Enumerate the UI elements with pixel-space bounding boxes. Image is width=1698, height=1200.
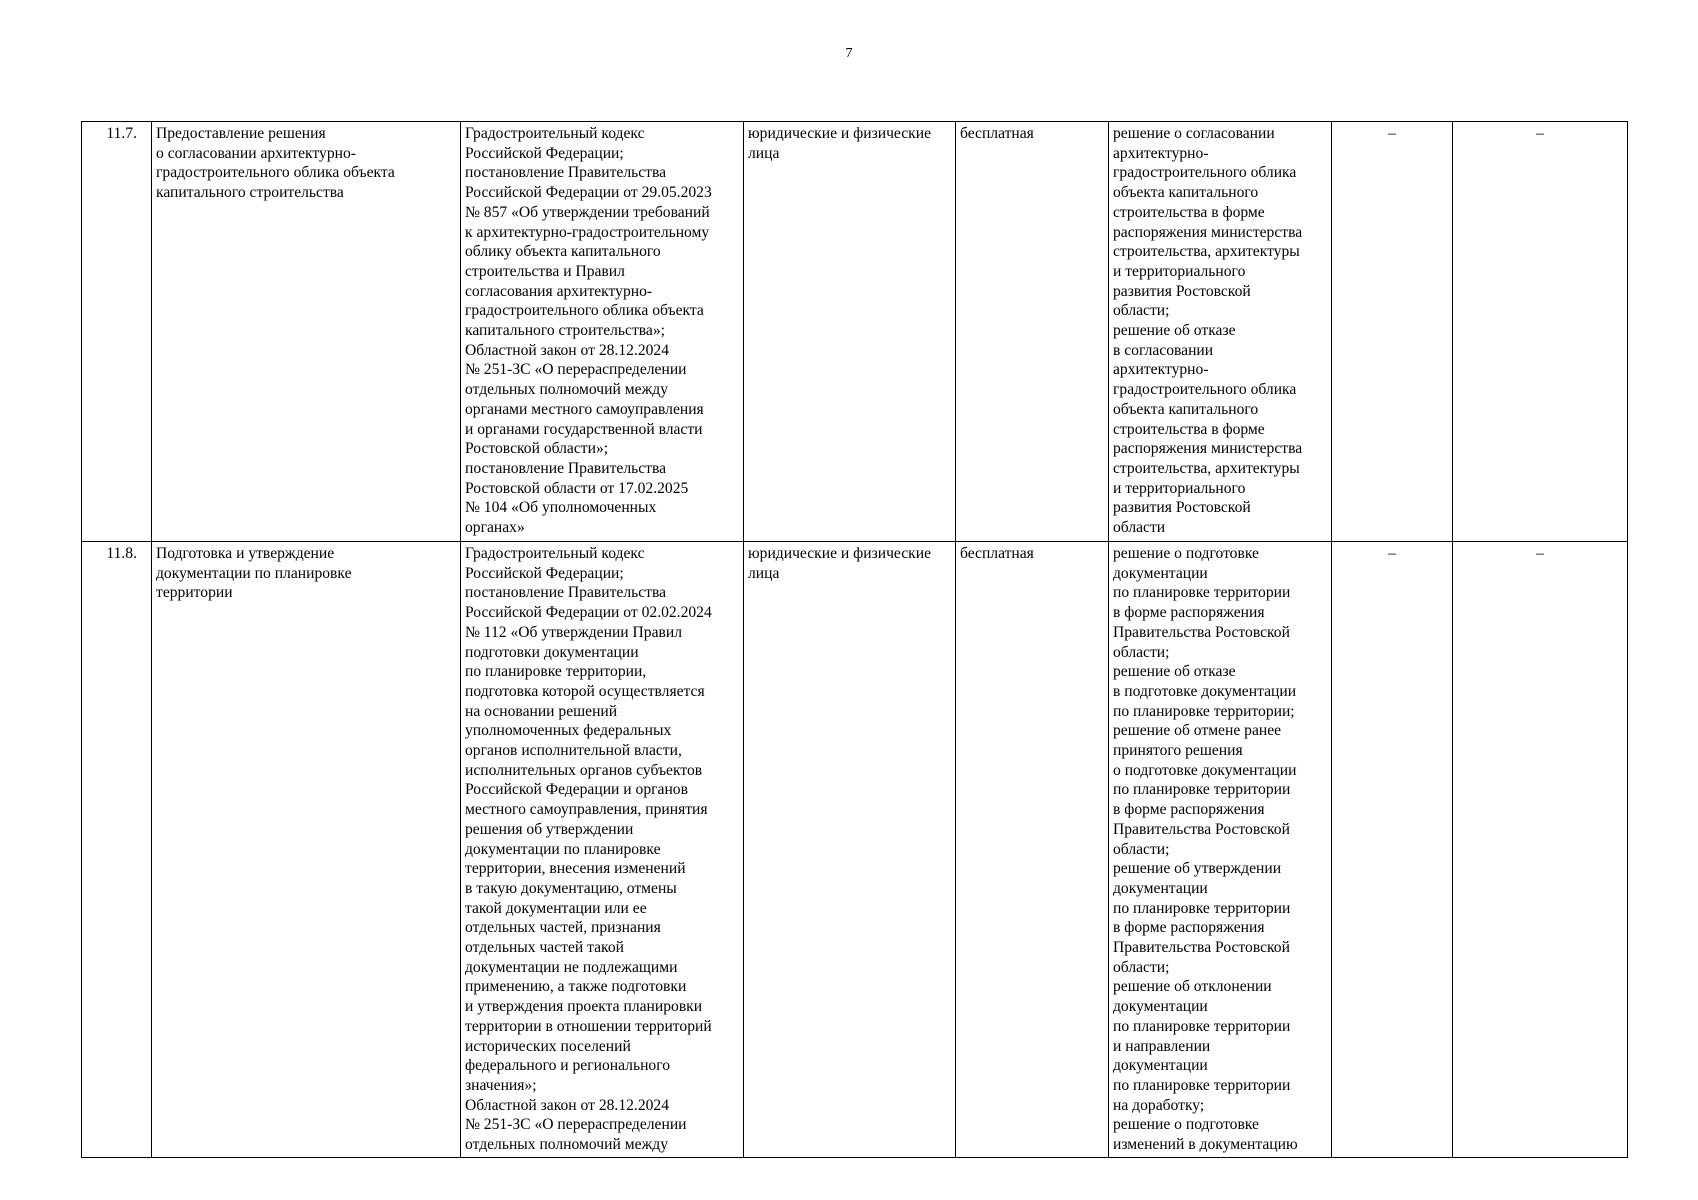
dash-cell: – bbox=[1453, 122, 1628, 542]
table-row bbox=[82, 122, 1628, 542]
legal-basis-cell: Градостроительный кодекс Российской Федерации; постановление Правительства Российской Федерации от 02.02.2024 № 112 «Об утверждении Правил подготовки документации по планировке территории, подготовка которой осуществляется на основании решений уполномоченных федеральных органов исполнительной власти, исполнительных органов субъектов Российской Федерации и органов местного самоуправления, принятия решения об утверждении документации по планировке территории, внесения изменений в такую документацию, отмены такой документации или ее отдельных частей, признания отдельных частей такой документации не подлежащими применению, а также подготовки и утверждения проекта планировки территории в отношении территорий исторических поселений федерального и регионального значения»; Областной закон от 28.12.2024 № 251-ЗС «О перераспределении отдельных полномочий между bbox=[461, 542, 744, 1158]
service-name-cell: Подготовка и утверждение документации по планировке территории bbox=[152, 542, 461, 1158]
dash-cell: – bbox=[1332, 122, 1453, 542]
row-number-cell: 11.7. bbox=[82, 122, 152, 542]
table-row bbox=[82, 542, 1628, 1158]
fee-cell: бесплатная bbox=[956, 542, 1109, 1158]
result-cell: решение о подготовке документации по планировке территории в форме распоряжения Правительства Ростовской области; решение об отказе в подготовке документации по планировке территории; решение об отмене ранее принятого решения о подготовке документации по планировке территории в форме распоряжения Правительства Ростовской области; решение об утверждении документации по планировке территории в форме распоряжения Правительства Ростовской области; решение об отклонении документации по планировке территории и направлении документации по планировке территории на доработку; решение о подготовке изменений в документацию bbox=[1109, 542, 1332, 1158]
service-name-cell: Предоставление решения о согласовании архитектурно- градостроительного облика объекта капитального строительства bbox=[152, 122, 461, 542]
row-number-cell: 11.8. bbox=[82, 542, 152, 1158]
applicants-cell: юридические и физические лица bbox=[744, 542, 956, 1158]
applicants-cell: юридические и физические лица bbox=[744, 122, 956, 542]
result-cell: решение о согласовании архитектурно- градостроительного облика объекта капитального строительства в форме распоряжения министерства строительства, архитектуры и территориального развития Ростовской области; решение об отказе в согласовании архитектурно- градостроительного облика объекта капитального строительства в форме распоряжения министерства строительства, архитектуры и территориального развития Ростовской области bbox=[1109, 122, 1332, 542]
dash-cell: – bbox=[1332, 542, 1453, 1158]
dash-cell: – bbox=[1453, 542, 1628, 1158]
fee-cell: бесплатная bbox=[956, 122, 1109, 542]
services-table bbox=[81, 121, 1628, 1158]
legal-basis-cell: Градостроительный кодекс Российской Федерации; постановление Правительства Российской Федерации от 29.05.2023 № 857 «Об утверждении требований к архитектурно-градостроительному облику объекта капитального строительства и Правил согласования архитектурно- градостроительного облика объекта капитального строительства»; Областной закон от 28.12.2024 № 251-ЗС «О перераспределении отдельных полномочий между органами местного самоуправления и органами государственной власти Ростовской области»; постановление Правительства Ростовской области от 17.02.2025 № 104 «Об уполномоченных органах» bbox=[461, 122, 744, 542]
page-number: 7 bbox=[845, 46, 853, 61]
